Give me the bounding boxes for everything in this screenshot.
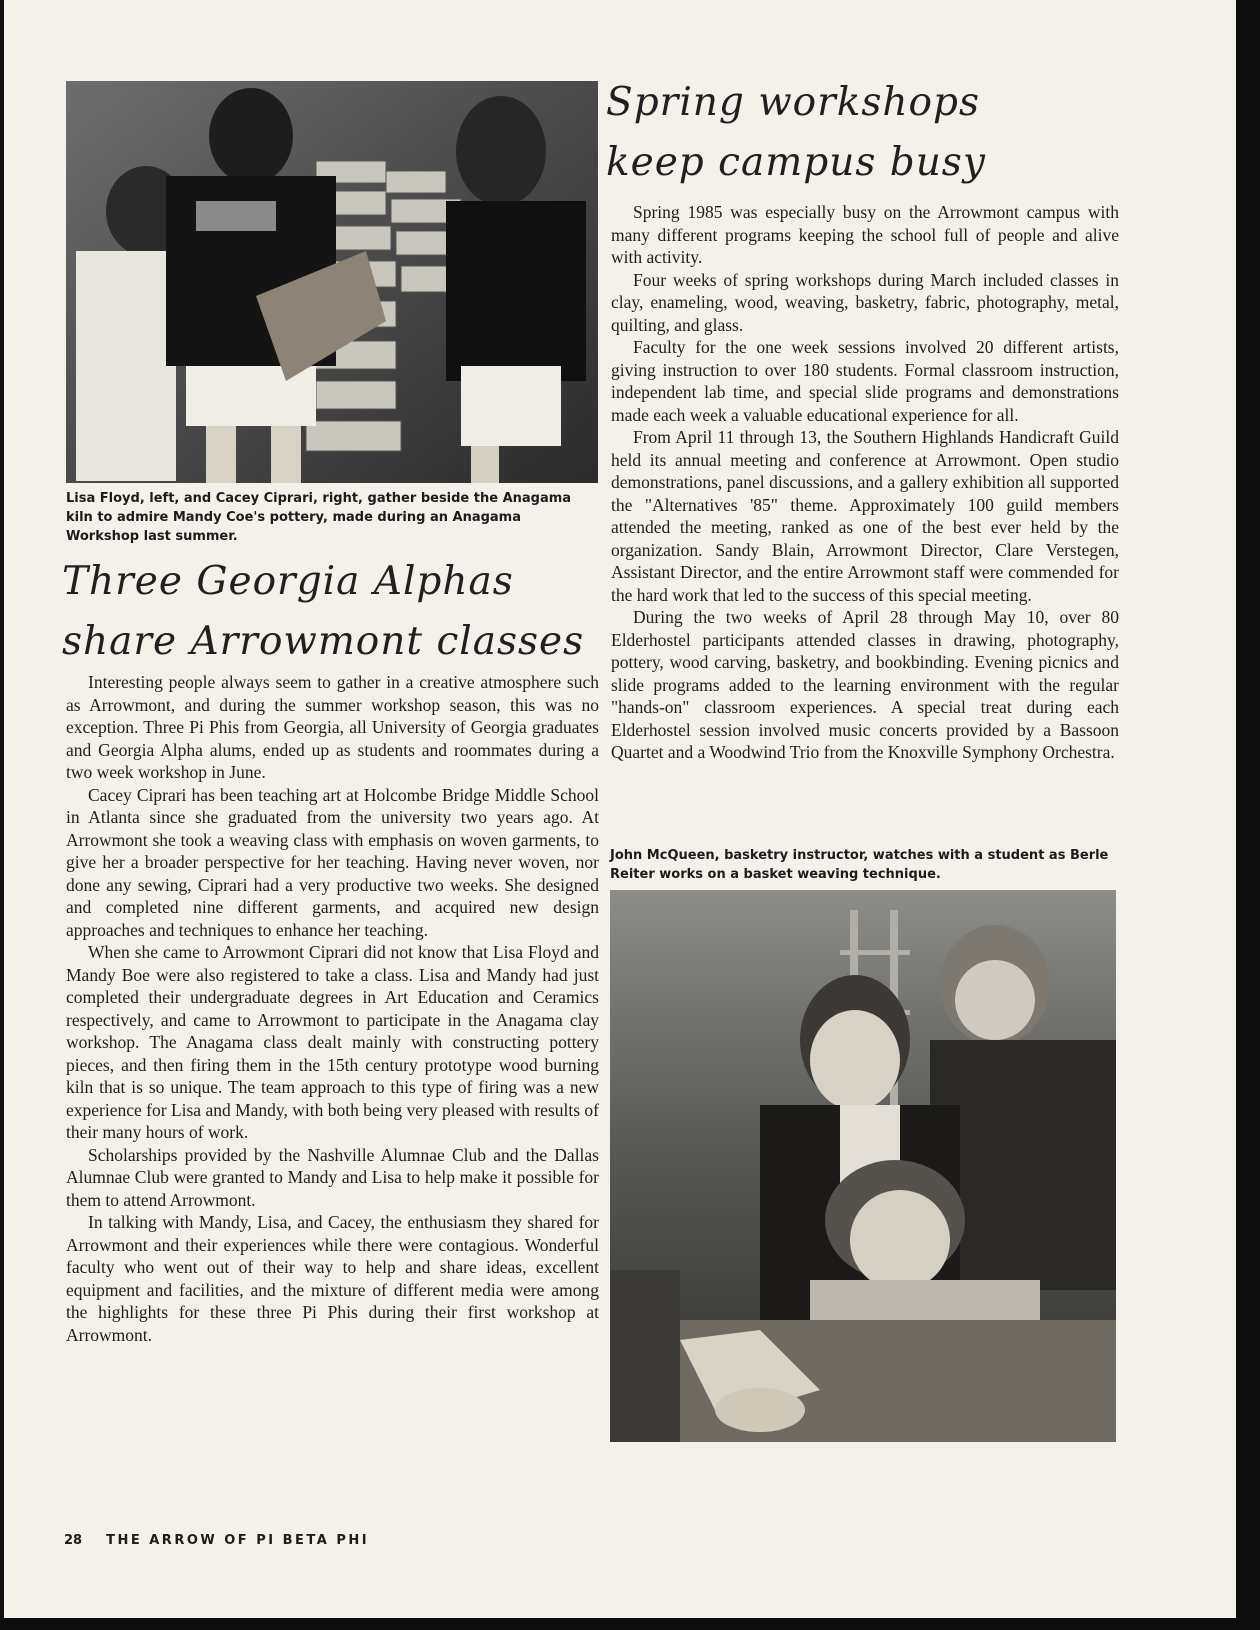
scan-edge-bottom (0, 1618, 1260, 1630)
kiln-photo-caption: Lisa Floyd, left, and Cacey Ciprari, right, gather beside the Anagama kiln to admire Mandy Coe's pottery, made during an Anagama Workshop last summer. (66, 491, 572, 544)
page-footer (64, 1533, 369, 1548)
left-paragraph-5: In talking with Mandy, Lisa, and Cacey, the enthusiasm they shared for Arrowmont and their experiences while there were contagious. Wonderful faculty who went out of their way to help and share ideas, excellent equipment and facilities, and the mixture of different media were among the highlights for these three Pi Phis during their first workshop at Arrowmont. (66, 1212, 599, 1345)
page-number: 28 (64, 1533, 83, 1548)
right-article-body (611, 201, 1119, 764)
right-headline-line-2: keep campus busy (606, 140, 986, 185)
magazine-page (4, 0, 1236, 1618)
left-article-headline (62, 552, 602, 672)
basket-weaving-photo (610, 890, 1116, 1442)
left-paragraph-1: Interesting people always seem to gather in a creative atmosphere such as Arrowmont, and during the summer workshop season, this was no exception. Three Pi Phis from Georgia, all University of Georgia graduates and Georgia Alpha alums, ended up as students and roommates during a two week workshop in June. (66, 672, 599, 782)
publication-name: THE ARROW OF PI BETA PHI (106, 1533, 370, 1548)
kiln-photo (66, 81, 598, 483)
left-headline-line-2: share Arrowmont classes (62, 619, 585, 664)
right-paragraph-1: Spring 1985 was especially busy on the Arrowmont campus with many different programs keeping the school full of people and alive with activity. (611, 202, 1119, 267)
right-paragraph-2: Four weeks of spring workshops during March included classes in clay, enameling, wood, weaving, basketry, fabric, photography, metal, quilting, and glass. (611, 269, 1119, 335)
right-paragraph-4: From April 11 through 13, the Southern Highlands Handicraft Guild held its annual meeting and conference at Arrowmont. Open studio demonstrations, panel discussions, and a gallery exhibition all supported the "Alternatives '85" theme. Approximately 100 guild members attended the meeting, ranked as one of the best ever held by the organization. Sandy Blain, Arrowmont Director, Clare Verstegen, Assistant Director, and the entire Arrowmont staff were commended for the hard work that led to the success of this special meeting. (611, 427, 1119, 605)
left-paragraph-2: Cacey Ciprari has been teaching art at Holcombe Bridge Middle School in Atlanta since she graduated from the university two years ago. At Arrowmont she took a weaving class with emphasis on woven garments, to give her a broader perspective for her teaching. Having never woven, nor done any sewing, Ciprari had a very productive two weeks. She designed and completed nine different garments, and acquired new design approaches and techniques to enhance her teaching. (66, 784, 599, 940)
right-headline-line-1: Spring workshops (606, 80, 981, 125)
left-article-body (66, 671, 599, 1346)
scan-edge-right (1236, 0, 1260, 1630)
left-headline-line-1: Three Georgia Alphas (62, 559, 514, 604)
left-paragraph-4: Scholarships provided by the Nashville Alumnae Club and the Dallas Alumnae Club were granted to Mandy and Lisa to help make it possible for them to attend Arrowmont. (66, 1144, 599, 1210)
left-paragraph-3: When she came to Arrowmont Ciprari did not know that Lisa Floyd and Mandy Boe were also registered to take a class. Lisa and Mandy had just completed their undergraduate degrees in Art Education and Ceramics respectively, and came to Arrowmont to participate in the Anagama clay workshop. The Anagama class dealt mainly with constructing pottery pieces, and then firing them in the 15th century prototype wood burning kiln that is so unique. The team approach to this type of firing was a new experience for Lisa and Mandy, with both being very pleased with results of their many hours of work. (66, 942, 599, 1142)
right-paragraph-3: Faculty for the one week sessions involved 20 different artists, giving instruction to over 180 students. Formal classroom instruction, independent lab time, and special slide programs and demonstrations made each week a valuable educational experience for all. (611, 337, 1119, 425)
right-paragraph-5: During the two weeks of April 28 through May 10, over 80 Elderhostel participants attended classes in drawing, photography, pottery, wood carving, basketry, and bookbinding. Evening picnics and slide programs added to the learning environment with the regular "hands-on" classroom experiences. A special treat during each Elderhostel session involved music concerts provided by a Bassoon Quartet and a Woodwind Trio from the Knoxville Symphony Orchestra. (611, 607, 1119, 762)
right-article-headline (606, 73, 1126, 193)
basket-photo-caption: John McQueen, basketry instructor, watches with a student as Berle Reiter works on a basket weaving technique. (610, 848, 1109, 882)
